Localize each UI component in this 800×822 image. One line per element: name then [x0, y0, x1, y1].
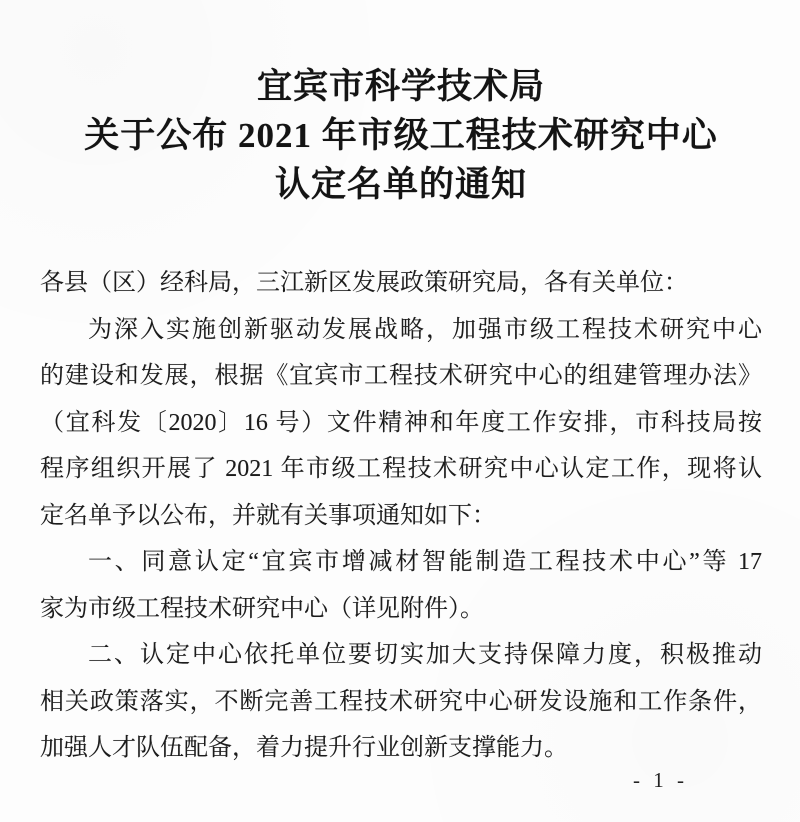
body-line: 定名单予以公布，并就有关事项通知如下： [40, 502, 496, 529]
salutation-line: 各县（区）经科局，三江新区发展政策研究局，各有关单位： [40, 270, 688, 296]
page-number: - 1 - [633, 768, 688, 792]
body-line: 的建设和发展，根据《宜宾市工程技术研究中心的组建管理办法》 [40, 363, 762, 389]
document-body [40, 260, 762, 772]
item-one-line: 一、同意认定“宜宾市增减材智能制造工程技术中心”等 17 [88, 549, 762, 575]
item-one-line: 家为市级工程技术研究中心（详见附件）。 [40, 595, 484, 622]
document-title [40, 0, 762, 209]
body-line: 程序组织开展了 2021 年市级工程技术研究中心认定工作，现将认 [40, 456, 762, 482]
title-line-3: 认定名单的通知 [274, 165, 527, 204]
item-two-line: 加强人才队伍配备，着力提升行业创新支撑能力。 [40, 735, 568, 761]
item-two-line: 相关政策落实，不断完善工程技术研究中心研发设施和工作条件， [40, 688, 762, 715]
body-line: 为深入实施创新驱动发展战略，加强市级工程技术研究中心 [88, 316, 762, 343]
title-line-2: 关于公布 2021 年市级工程技术研究中心 [84, 116, 718, 155]
title-line-1: 宜宾市科学技术局 [256, 67, 545, 106]
body-line: （宜科发〔2020〕16 号）文件精神和年度工作安排，市科技局按 [40, 409, 762, 436]
item-two-line: 二、认定中心依托单位要切实加大支持保障力度，积极推动 [88, 642, 762, 668]
